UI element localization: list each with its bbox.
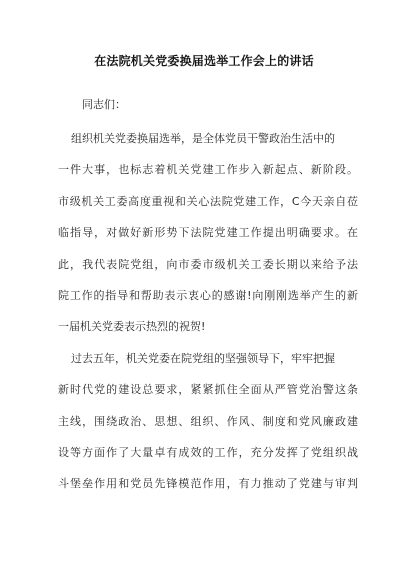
document-title: 在法院机关党委换届选举工作会上的讲话 [94,54,314,68]
text-line: 市级机关工委高度重视和关心法院党建工作，C今天亲自莅 [58,194,358,208]
text-line: 组织机关党委换届选举，是全体党员干警政治生活中的 [71,132,335,145]
text-line: 斗堡垒作用和党员先锋模范作用，有力推动了党建与审判 [58,477,358,491]
text-line: 此，我代表院党组，向市委市级机关工委长期以来给予法 [58,257,358,271]
text-line: 新时代党的建设总要求，紧紧抓住全面从严管党治警这条 [58,383,358,397]
document-body [58,95,358,506]
text-line: 主线，围绕政治、思想、组织、作风、制度和党风廉政建 [58,414,358,428]
text-line: 一届机关党委表示热烈的祝贺! [58,320,206,334]
text-line: 过去五年，机关党委在院党组的坚强领导下，牢牢把握 [71,351,335,365]
text-line: 设等方面作了大量卓有成效的工作，充分发挥了党组织战 [58,445,358,459]
text-line: 院工作的指导和帮助表示衷心的感谢!向刚刚选举产生的新 [58,288,358,302]
salutation: 同志们： [82,98,126,111]
text-line: 临指导，对做好新形势下法院党建工作提出明确要求。在 [58,226,358,240]
text-line: 一件大事，也标志着机关党建工作步入新起点、新阶段。 [58,163,358,177]
